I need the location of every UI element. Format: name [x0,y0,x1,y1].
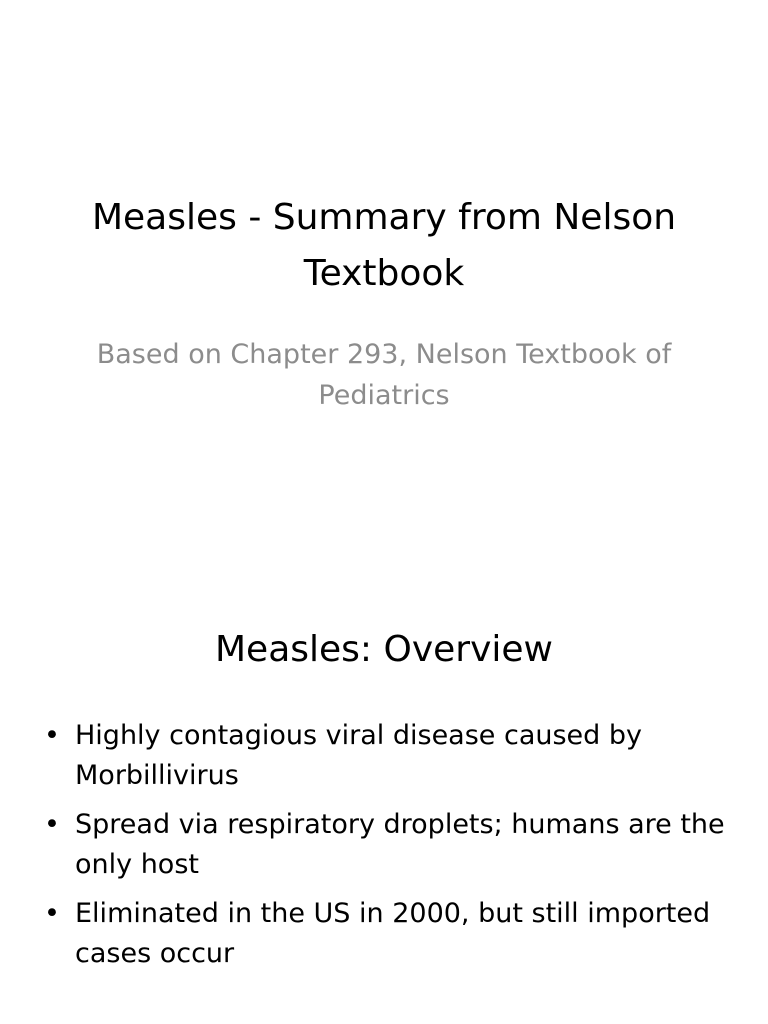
list-item [40,716,740,796]
bullet-icon: • [44,809,60,840]
overview-slide [0,576,768,1024]
bullet-text: Eliminated in the US in 2000, but still imported cases occur [75,898,711,969]
list-item [40,894,740,974]
bullet-list [40,716,740,983]
slide-subtitle: Based on Chapter 293, Nelson Textbook of Pediatrics [96,339,672,411]
bullet-icon: • [44,720,60,751]
slide-title: Measles - Summary from Nelson Textbook [91,197,677,294]
bullet-icon: • [44,898,60,929]
bullet-text: Highly contagious viral disease caused by Morbillivirus [75,720,642,791]
list-item [40,805,740,885]
bullet-text: Spread via respiratory droplets; humans are the only host [75,809,725,880]
overview-title: Measles: Overview [215,629,553,670]
